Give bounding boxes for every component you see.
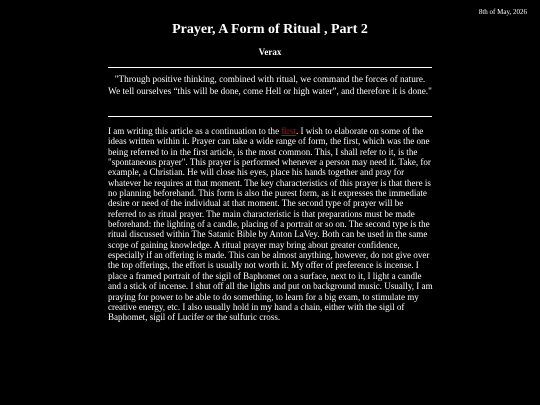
article-author: Verax <box>258 47 282 57</box>
article-body-text: . I wish to elaborate on some of the ideas written within it. Prayer can take a wide range of form, the first, which was the one being referred to in the first article, is the most common. This, I shall refer to it, is the "spontaneous prayer". This prayer is performed whenever a person may need it. Take, for example, a Christian. He will close his eyes, place his hands together and pray for whatever he requires at that moment. The key characteristics of this prayer is that there is no planning beforehand. This form is also the purest form, as it expresses the immediate desire or need of the individual at that moment. The second type of prayer will be referred to as ritual prayer. The main characteristic is that preparations must be made beforehand: the lighting of a candle, placing of a portrait or so on. The second type is the ritual discussed within The Satanic Bible by Anton LaVey. Both can be used in the same scope of gaining knowledge. A ritual prayer may bring about greater confidence, especially if an offering is made. This can be almost anything, however, do not give over the top offerings, the effort is usually not worth it. My offer of preference is incense. I place a framed portrait of the sigil of Baphomet on a surface, next to it, I light a candle and a stick of incense. I shut off all the lights and put on background music. Usually, I am praying for power to be able to do something, to learn for a big exam, to stimulate my creative energy, etc. I also usually hold in my hand a chain, either with the sigil of Baphomet, sigil of Lucifer or the sulfuric cross. <box>108 126 433 323</box>
article-body-intro: I am writing this article as a continuation to the <box>108 126 282 136</box>
article-title: Prayer, A Form of Ritual , Part 2 <box>172 22 368 37</box>
article-body <box>108 126 434 323</box>
quote-top-divider <box>108 67 432 68</box>
first-article-link[interactable]: first <box>281 126 296 136</box>
date-stamp: 8th of May, 2026 <box>478 8 527 16</box>
quote-bottom-divider <box>108 116 432 117</box>
epigraph-quote: "Through positive thinking, combined with ritual, we command the forces of nature. We tell ourselves “this will be done, come Hell or high water”, and therefore it is done." <box>108 74 432 96</box>
